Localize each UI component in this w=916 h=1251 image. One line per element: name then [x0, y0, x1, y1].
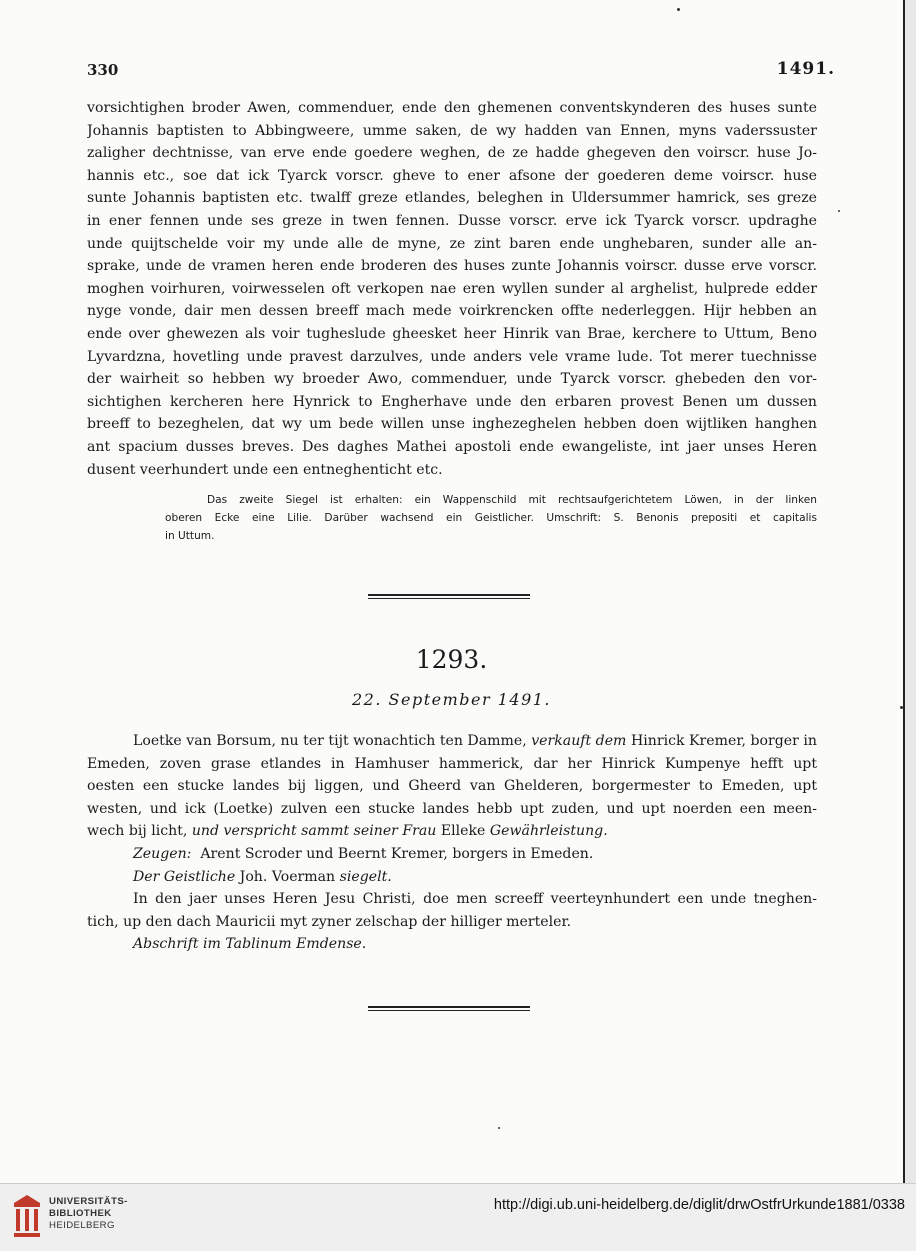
document-date: 22. September 1491.: [351, 690, 552, 709]
text-line: sprake, unde de vramen heren ende broderen des huses zunte Johannis voirscr. dusse erve vorscr.: [87, 258, 817, 275]
text-line: tich, up den dach Mauricii myt zyner zelschap der hilliger merteler.: [87, 913, 572, 930]
text-line: vorsichtighen broder Awen, commenduer, ende den ghemenen conventskynderen des huses sunte: [87, 100, 817, 116]
text-line: In den jaer unses Heren Jesu Christi, doe men screeff veerteynhundert een unde tneghen-: [133, 891, 817, 908]
document-text: [87, 730, 817, 956]
text-line: Loetke van Borsum, nu ter tijt wonachtich ten Damme, verkauft dem Hinrick Kremer, borger in: [133, 733, 817, 749]
text-line: sichtighen kercheren here Hynrick to Engherhave unde den erbaren provest Benen um dussen: [87, 393, 817, 410]
editorial-note: [165, 491, 817, 545]
text-line: ende over ghewezen als voir tugheslude gheesket heer Hinrik van Brae, kerchere to Uttum, Beno: [87, 325, 817, 342]
scan-speck: [498, 1127, 500, 1129]
text-line: ant spacium dusses breves. Des daghes Mathei apostoli ende ewangeliste, int jaer unses Heren: [87, 438, 817, 455]
university-library-logo-icon[interactable]: [12, 1193, 42, 1241]
scan-speck: [900, 706, 903, 709]
text-line: zaligher dechtnisse, van erve ende goedere weghen, de ze hadde ghegeven den voirscr. huse Jo-: [87, 145, 817, 162]
text-line: moghen voirhuren, voirwesselen oft verkopen nae eren wyllen sunder al arghelist, hulprede edder: [87, 280, 817, 297]
note-line: oberen Ecke eine Lilie. Darüber wachsend ein Geistlicher. Umschrift: S. Benonis prepositi et capitalis: [165, 512, 817, 524]
text-line: Emeden, zoven grase etlandes in Hamhuser hammerick, dar her Hinrick Kumpenye hefft upt: [87, 755, 817, 772]
text-line: sunte Johannis baptisten etc. twalff greze etlandes, beleghen in Uldersummer hamrick, ses greze: [87, 190, 817, 207]
scan-speck: [838, 210, 840, 212]
footer-bar: [0, 1183, 916, 1251]
text-line: Johannis baptisten to Abbingweere, umme saken, de wy hadden van Ennen, myns vaderssuster: [87, 122, 817, 139]
section-divider: [368, 594, 530, 599]
note-line: in Uttum.: [165, 530, 215, 542]
document-url-link[interactable]: http://digi.ub.uni-heidelberg.de/diglit/drwOstfrUrkunde1881/0338: [493, 1197, 905, 1213]
running-header-year: 1491.: [776, 59, 835, 79]
text-line: dusent veerhundert unde een entneghenticht etc.: [87, 461, 443, 478]
source-line: Abschrift im Tablinum Emdense.: [133, 936, 367, 953]
page-edge: [905, 0, 916, 1183]
document-number: 1293.: [415, 645, 488, 674]
page-number: 330: [87, 61, 119, 79]
text-line: breeff to bezeghelen, dat wy um bede willen unse inghezeghelen hebben doen wijtliken hanghen: [87, 416, 817, 433]
text-line: in ener fennen unde ses greze in twen fennen. Dusse vorscr. erve ick Tyarck vorscr. updraghe: [87, 212, 817, 229]
witnesses-line: Zeugen: Arent Scroder und Beernt Kremer, borgers in Emeden.: [133, 845, 594, 862]
text-line: hannis etc., soe dat ick Tyarck vorscr. gheve to ener afsone der goederen deme voirscr. huse: [87, 167, 817, 184]
library-name[interactable]: [49, 1196, 128, 1232]
text-line: der wairheit so hebben wy broeder Awo, commenduer, unde Tyarck vorscr. ghebeden den vor-: [87, 371, 817, 388]
previous-document-text: [87, 97, 817, 481]
scan-speck: [677, 8, 680, 11]
library-name-line: UNIVERSITÄTS-: [49, 1196, 128, 1207]
text-line: nyge vonde, dair men dessen breeff mach mede voirkrencken offte nederleggen. Hijr hebben an: [87, 303, 817, 320]
text-line: westen, und ick (Loetke) zulven een stucke landes hebb upt zuden, und upt noerden een meen-: [87, 800, 817, 817]
section-divider: [368, 1006, 530, 1011]
library-name-line: BIBLIOTHEK: [49, 1208, 112, 1219]
note-line: Das zweite Siegel ist erhalten: ein Wappenschild mit rechtsaufgerichtetem Löwen, in der linken: [207, 494, 817, 506]
seal-line: Der Geistliche Joh. Voerman siegelt.: [133, 868, 392, 885]
library-name-line: HEIDELBERG: [49, 1220, 115, 1231]
text-line: oesten een stucke landes bij liggen, und Gheerd van Ghelderen, borgermester to Emeden, upt: [87, 778, 817, 795]
text-line: Lyvardzna, hovetling unde pravest darzulves, unde anders vele vrame lude. Tot merer tuechnisse: [87, 348, 817, 365]
text-line: wech bij licht, und verspricht sammt seiner Frau Elleke Gewährleistung.: [87, 823, 608, 840]
text-line: unde quijtschelde voir my unde alle de myne, ze zint baren ende unghebaren, sunder alle an-: [87, 235, 817, 252]
